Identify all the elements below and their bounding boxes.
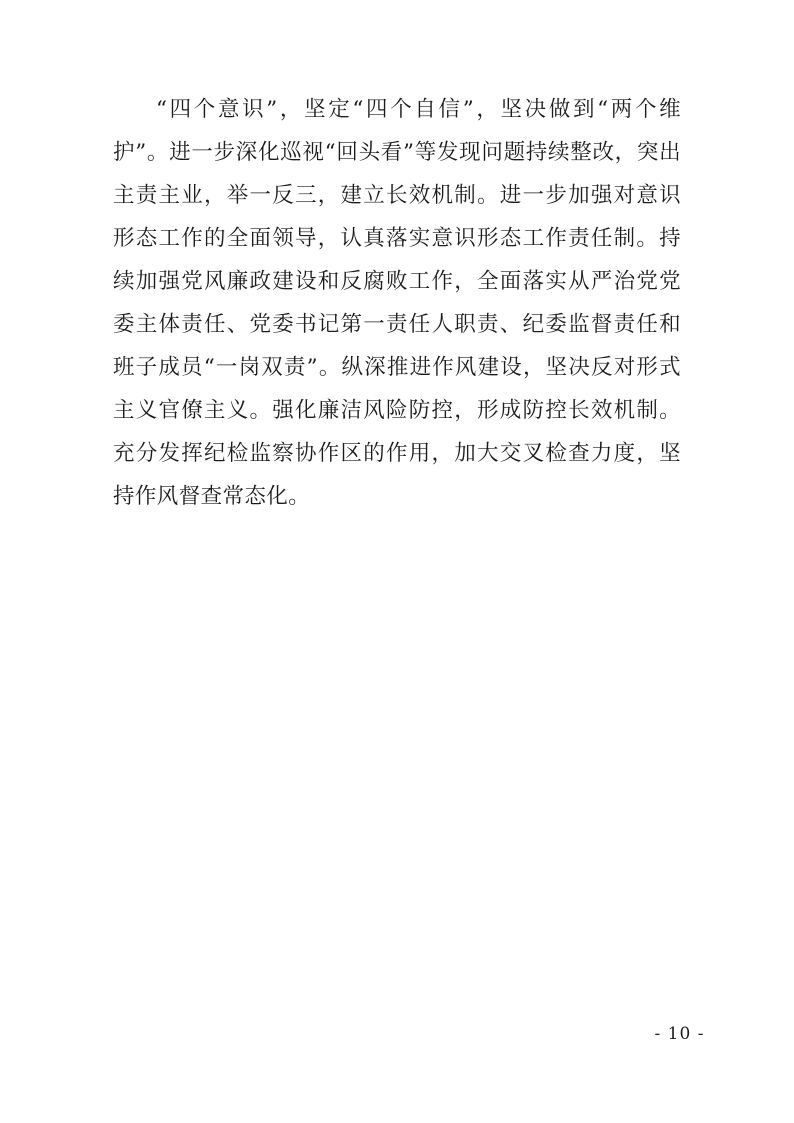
page-footer xyxy=(0,1024,794,1044)
page-number: - 10 - xyxy=(654,1024,705,1044)
body-text-block xyxy=(113,88,681,518)
paragraph: “四个意识”，坚定“四个自信”，坚决做到“两个维护”。进一步深化巡视“回头看”等发现问题持续整改，突出主责主业，举一反三，建立长效机制。进一步加强对意识形态工作的全面领导，认真落实意识形态工作责任制。持续加强党风廉政建设和反腐败工作，全面落实从严治党党委主体责任、党委书记第一责任人职责、纪委监督责任和班子成员“一岗双责”。纵深推进作风建设，坚决反对形式主义官僚主义。强化廉洁风险防控，形成防控长效机制。充分发挥纪检监察协作区的作用，加大交叉检查力度，坚持作风督查常态化。 xyxy=(113,97,681,509)
